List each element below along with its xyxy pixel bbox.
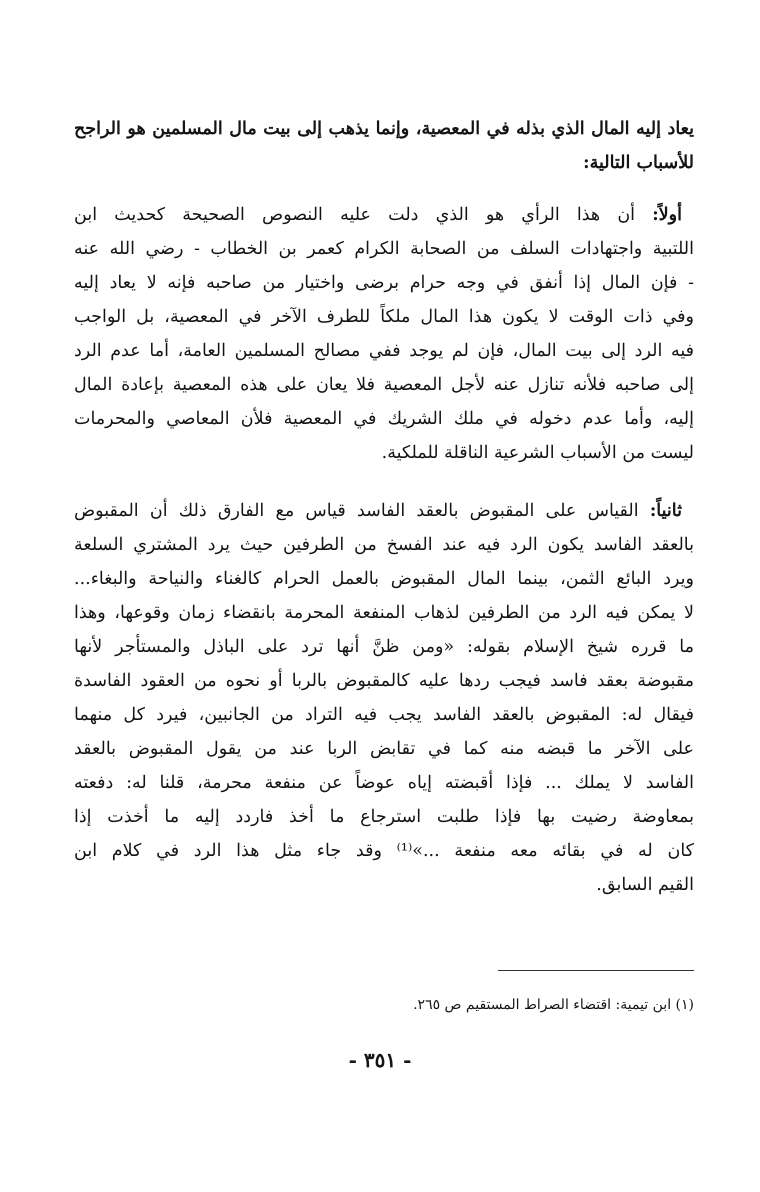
- paragraph-2-text: القياس على المقبوض بالعقد الفاسد قياس مع الفارق ذلك أن المقبوض: [74, 501, 639, 521]
- footnote: (١) ابن تيمية: اقتضاء الصراط المستقيم ص ٢٦٥.: [413, 997, 694, 1013]
- paragraph-2-line: فيقال له: المقبوض بالعقد الفاسد يجب فيه التراد من الجانبين، فيرد كل منهما: [74, 705, 694, 725]
- footnote-divider: [498, 970, 694, 971]
- paragraph-1-line: - فإن المال إذا أنفق في وجه حرام برضى واختيار من صاحبه فإنه لا يعاد إليه: [74, 273, 694, 293]
- paragraph-2-line: بالعقد الفاسد يكون الرد فيه عند الفسخ من الطرفين حيث يرد المشتري السلعة: [74, 535, 694, 555]
- paragraph-1-line: إليه، وأما عدم دخوله في ملك الشريك في المعصية فلأن المعاصي والمحرمات: [74, 409, 694, 429]
- paragraph-2-line: [74, 494, 682, 528]
- paragraph-2-line: ويرد البائع الثمن، بينما المال المقبوض بالعمل الحرام كالغناء والنياحة والبغاء...: [74, 569, 694, 589]
- paragraph-1-line: وفي ذات الوقت لا يكون هذا المال ملكاً للطرف الآخر في المعصية، بل الواجب: [74, 307, 694, 327]
- paragraph-2-line: الفاسد لا يملك ... فإذا أقبضته إياه عوضاً عن منفعة محرمة، قلنا له: دفعته: [74, 773, 694, 793]
- intro-line: يعاد إليه المال الذي بذله في المعصية، وإنما يذهب إلى بيت مال المسلمين هو الراجح: [74, 119, 694, 139]
- paragraph-2-line: بمعاوضة رضيت بها فإذا طلبت استرجاع ما أخذ فاردد إليه ما أخذت إذا: [74, 807, 694, 827]
- paragraph-1-line: [74, 198, 682, 232]
- paragraph-2-line: مقبوضة بعقد فاسد فيجب ردها عليه كالمقبوض بالربا أو نحوه من العقود الفاسدة: [74, 671, 694, 691]
- paragraph-2-line: ما قرره شيخ الإسلام بقوله: «ومن ظنَّ أنها ترد على الباذل والمستأجر لأنها: [74, 637, 694, 657]
- paragraph-2-line: على الآخر ما قبضه منه كما في تقابض الربا عند من يقول المقبوض بالعقد: [74, 739, 694, 759]
- paragraph-2-lead: ثانياً:: [649, 501, 682, 521]
- paragraph-1-lead: أولاً:: [652, 205, 682, 225]
- paragraph-1-line: إلى صاحبه فلأنه تنازل عنه لأجل المعصية فلا يعان على هذه المعصية بإعادة المال: [74, 375, 694, 395]
- paragraph-2-line: كان له في بقائه معه منفعة ...»⁽¹⁾ وقد جاء مثل هذا الرد في كلام ابن: [74, 841, 694, 861]
- paragraph-1-line: ليست من الأسباب الشرعية الناقلة للملكية.: [381, 443, 694, 463]
- paragraph-2-line: القيم السابق.: [596, 875, 694, 895]
- paragraph-2-line: لا يمكن فيه الرد من الطرفين لذهاب المنفعة المحرمة بانقضاء زمان وقوعها، وهذا: [74, 603, 694, 623]
- paragraph-1-text: أن هذا الرأي هو الذي دلت عليه النصوص الصحيحة كحديث ابن: [74, 205, 636, 225]
- paragraph-1-line: اللتبية واجتهادات السلف من الصحابة الكرام كعمر بن الخطاب - رضي الله عنه: [74, 239, 694, 259]
- page-number: - ٣٥١ -: [348, 1048, 412, 1072]
- paragraph-1-line: فيه الرد إلى بيت المال، فإن لم يوجد ففي مصالح المسلمين العامة، أما عدم الرد: [74, 341, 694, 361]
- intro-line: للأسباب التالية:: [583, 153, 694, 173]
